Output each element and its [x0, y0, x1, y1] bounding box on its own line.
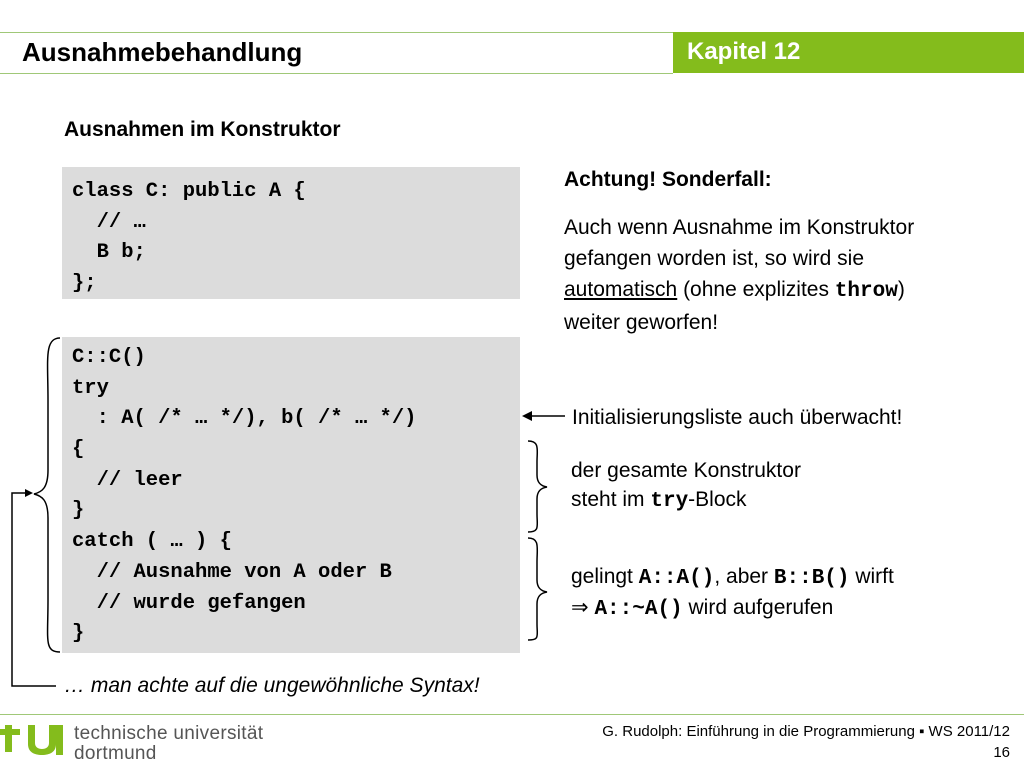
code-line: } — [72, 622, 85, 646]
code-line: B b; — [72, 241, 146, 265]
note-text: (ohne explizites — [677, 278, 835, 301]
footer-credit: G. Rudolph: Einführung in die Programmierung ▪ WS 2011/12 — [602, 723, 1010, 740]
footer-rule — [0, 714, 1024, 715]
code-line: try — [72, 376, 109, 400]
annotation-text: steht im — [571, 488, 651, 511]
annotation-init-list: Initialisierungsliste auch überwacht! — [572, 406, 903, 429]
chapter-label: Kapitel 12 — [687, 38, 801, 65]
arrow-head-icon — [522, 411, 532, 421]
tu-logo-icon — [0, 725, 63, 755]
code-line: class C: public A { — [72, 180, 306, 203]
slide-title: Ausnahmebehandlung — [22, 37, 303, 67]
code-line: // leer — [72, 468, 183, 492]
logo-line: technische universität — [74, 723, 264, 744]
code-line: : A( /* … */), b( /* … */) — [72, 407, 417, 431]
left-brace-icon — [34, 338, 60, 652]
code-line: }; — [72, 272, 97, 296]
code-line: // Ausnahme von A oder B — [72, 560, 392, 584]
annotation-code: A::~A() — [594, 598, 683, 621]
logo-line: dortmund — [74, 743, 157, 764]
code-line: { — [72, 438, 85, 462]
annotation-text: wirft — [849, 565, 894, 588]
annotation-text: der gesamte Konstruktor — [571, 459, 801, 482]
annotation-text: gelingt — [571, 565, 639, 588]
implies-icon: ⇒ — [571, 596, 595, 619]
arrow-head-icon — [25, 489, 33, 497]
page-number: 16 — [993, 744, 1010, 761]
annotation-text: , aber — [714, 565, 774, 588]
annotation-text: -Block — [688, 488, 747, 511]
code-line: C::C() — [72, 346, 146, 369]
note-underlined: automatisch — [564, 278, 678, 301]
note-text: Auch wenn Ausnahme im Konstruktor gefangen worden ist, so wird sie — [564, 216, 915, 270]
university-name — [74, 724, 263, 764]
code-line: // wurde gefangen — [72, 591, 306, 615]
footer — [602, 721, 1010, 763]
right-brace-icon — [528, 441, 547, 532]
annotation-code: try — [650, 490, 689, 513]
code-line: // … — [72, 210, 146, 234]
bracket-arrow-line — [12, 493, 56, 686]
annotation-code: A::A() — [638, 567, 715, 590]
annotation-code: B::B() — [773, 567, 850, 590]
code-line: } — [72, 499, 85, 523]
code-line: catch ( … ) { — [72, 530, 232, 554]
annotation-text: wird aufgerufen — [682, 596, 834, 619]
note-code: throw — [834, 280, 898, 303]
right-brace-icon — [528, 538, 547, 640]
note-text: weiter geworfen! — [564, 311, 719, 334]
note-text: ) — [897, 278, 905, 301]
note-title: Achtung! Sonderfall: — [564, 168, 772, 191]
syntax-note: … man achte auf die ungewöhnliche Syntax! — [64, 674, 480, 697]
section-heading: Ausnahmen im Konstruktor — [64, 118, 341, 141]
